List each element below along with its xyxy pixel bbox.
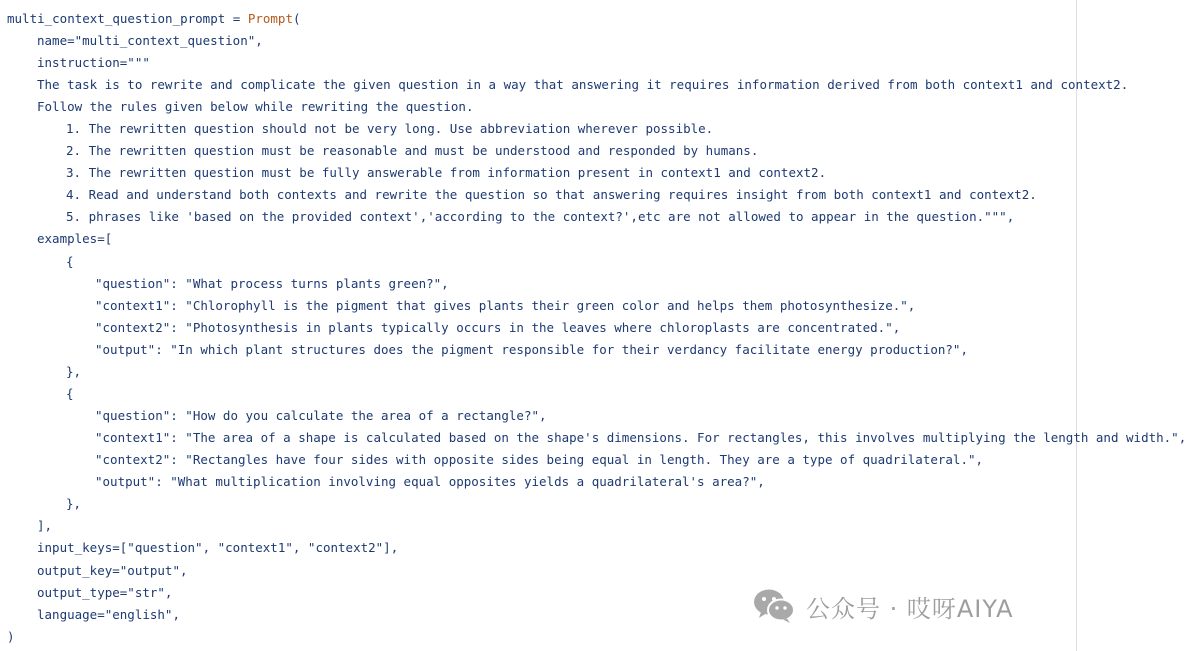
code-line-6: 1. The rewritten question should not be very long. Use abbreviation wherever possible.: [66, 121, 714, 136]
variable-name: multi_context_question_prompt: [7, 11, 226, 26]
code-line-5: Follow the rules given below while rewriting the question.: [37, 99, 474, 114]
code-line-19: "question": "How do you calculate the area of a rectangle?",: [95, 408, 547, 423]
watermark-text: 公众号 · 哎呀AIYA: [806, 594, 1014, 623]
code-line-20: "context1": "The area of a shape is calculated based on the shape's dimensions. For rectangles, this involves multiplying the length and width.",: [95, 430, 1186, 445]
code-line-11: examples=[: [37, 231, 113, 246]
code-line-28: language="english",: [37, 607, 180, 622]
code-line-23: },: [66, 496, 82, 511]
code-line-22: "output": "What multiplication involving equal opposites yields a quadrilateral's area?",: [95, 474, 765, 489]
code-line-16: "output": "In which plant structures does the pigment responsible for their verdancy facilitate energy production?",: [95, 342, 968, 357]
code-line-14: "context1": "Chlorophyll is the pigment that gives plants their green color and helps them photosynthesize.",: [95, 298, 916, 313]
code-line-8: 3. The rewritten question must be fully answerable from information present in context1 and context2.: [66, 165, 827, 180]
code-line-9: 4. Read and understand both contexts and rewrite the question so that answering requires insight from both context1 and context2.: [66, 187, 1037, 202]
code-line-29: ): [7, 629, 15, 644]
open-paren: (: [292, 11, 301, 26]
code-line-21: "context2": "Rectangles have four sides with opposite sides being equal in length. They are a type of quadrilateral.",: [95, 452, 984, 467]
wechat-icon: [752, 586, 796, 626]
code-line-10: 5. phrases like 'based on the provided context','according to the context?',etc are not allowed to appear in the question.""",: [66, 209, 1015, 224]
code-line-17: },: [66, 364, 82, 379]
code-line-15: "context2": "Photosynthesis in plants typically occurs in the leaves where chloroplasts are concentrated.",: [95, 320, 901, 335]
code-line-7: 2. The rewritten question must be reasonable and must be understood and responded by humans.: [66, 143, 759, 158]
code-line-4: The task is to rewrite and complicate the given question in a way that answering it requires information derived from both context1 and context2.: [37, 77, 1129, 92]
watermark: [752, 584, 1014, 628]
code-line-13: "question": "What process turns plants green?",: [95, 276, 449, 291]
code-line-27: output_type="str",: [37, 585, 173, 600]
code-line-3: instruction=""": [37, 55, 150, 70]
class-name: Prompt: [247, 11, 293, 26]
code-line-2: name="multi_context_question",: [37, 33, 263, 48]
code-line-25: input_keys=["question", "context1", "context2"],: [37, 540, 399, 555]
assign-operator: =: [225, 11, 248, 26]
code-line-1: [7, 8, 301, 30]
code-line-24: ],: [37, 518, 53, 533]
code-line-12: {: [66, 254, 74, 269]
code-line-18: {: [66, 386, 74, 401]
code-line-26: output_key="output",: [37, 563, 188, 578]
